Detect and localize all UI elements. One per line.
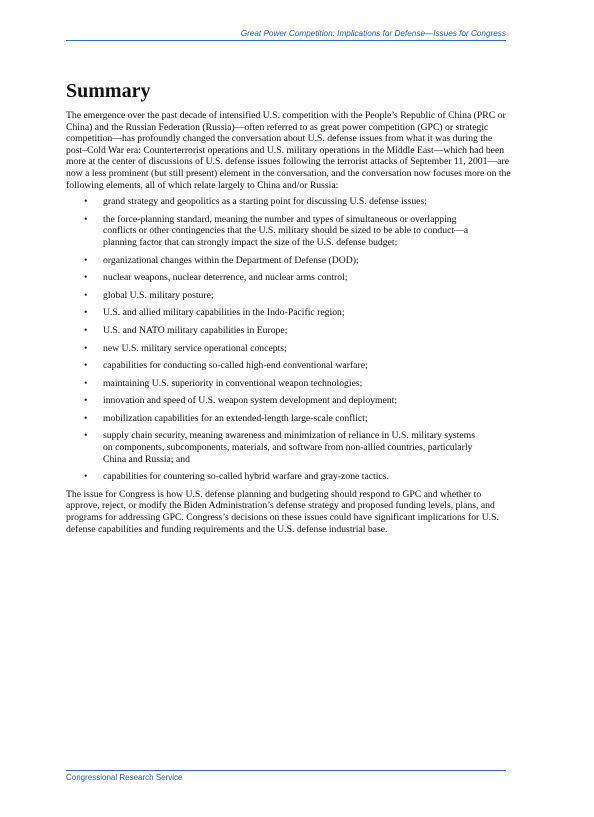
bullet-dot-icon: •	[84, 471, 88, 483]
bullet-dot-icon: •	[84, 377, 88, 389]
bullet-text: U.S. and NATO military capabilities in Europe;	[103, 324, 288, 336]
bullet-item	[66, 360, 483, 372]
bullet-dot-icon: •	[84, 412, 88, 424]
bullet-item	[66, 395, 483, 407]
footer-org: Congressional Research Service	[66, 773, 183, 782]
bullet-item	[66, 272, 483, 284]
section-title: Summary	[66, 80, 151, 102]
closing-paragraph: The issue for Congress is how U.S. defense planning and budgeting should respond to GPC and whether to approve, reject, or modify the Biden Administration’s defense strategy and proposed funding levels, plans, and programs for addressing GPC. Congress’s decisions on these issues could have significant implications for U.S. defense capabilities and funding requirements and the U.S. defense industrial base.	[66, 488, 499, 535]
bullet-text: the force-planning standard, meaning the number and types of simultaneous or overlapping conflicts or other contingencies that the U.S. military should be sized to be able to conduct—a planning factor that can strongly impact the size of the U.S. defense budget;	[103, 213, 469, 248]
bullet-text: innovation and speed of U.S. weapon system development and deployment;	[103, 395, 398, 407]
bullet-text: supply chain security, meaning awareness and minimization of reliance in U.S. military systems on components, subcomponents, materials, and software from non-allied countries, particularly China and Russia; and	[103, 430, 475, 465]
bullet-text: capabilities for countering so-called hybrid warfare and gray-zone tactics.	[103, 471, 389, 483]
bullet-text: organizational changes within the Department of Defense (DOD);	[103, 254, 359, 266]
bullet-item	[66, 255, 483, 267]
bullet-item	[66, 413, 483, 425]
bullet-text: global U.S. military posture;	[103, 289, 214, 301]
bullet-text: grand strategy and geopolitics as a starting point for discussing U.S. defense issues;	[103, 196, 427, 208]
bullet-item	[66, 307, 483, 319]
bullet-dot-icon: •	[84, 395, 88, 407]
header-divider	[66, 40, 506, 41]
bullet-dot-icon: •	[84, 213, 88, 225]
bullet-item	[66, 214, 483, 249]
summary-body	[66, 110, 512, 535]
bullet-item	[66, 430, 483, 465]
bullet-list	[66, 196, 512, 483]
bullet-dot-icon: •	[84, 272, 88, 284]
running-header: Great Power Competition: Implications for Defense—Issues for Congress	[240, 29, 506, 38]
bullet-item	[66, 290, 483, 302]
bullet-item	[66, 325, 483, 337]
bullet-dot-icon: •	[84, 254, 88, 266]
bullet-item	[66, 196, 483, 208]
bullet-dot-icon: •	[84, 324, 88, 336]
bullet-dot-icon: •	[84, 360, 88, 372]
bullet-dot-icon: •	[84, 342, 88, 354]
bullet-item	[66, 343, 483, 355]
bullet-text: capabilities for conducting so-called high-end conventional warfare;	[103, 360, 368, 372]
bullet-text: mobilization capabilities for an extended-length large-scale conflict;	[103, 412, 368, 424]
bullet-text: nuclear weapons, nuclear deterrence, and nuclear arms control;	[103, 272, 348, 284]
footer-divider	[66, 770, 506, 771]
bullet-dot-icon: •	[84, 307, 88, 319]
bullet-dot-icon: •	[84, 289, 88, 301]
bullet-text: new U.S. military service operational concepts;	[103, 342, 287, 354]
bullet-dot-icon: •	[84, 430, 88, 442]
bullet-text: U.S. and allied military capabilities in the Indo-Pacific region;	[103, 307, 345, 319]
bullet-item	[66, 378, 483, 390]
bullet-dot-icon: •	[84, 196, 88, 208]
bullet-text: maintaining U.S. superiority in conventional weapon technologies;	[103, 377, 363, 389]
bullet-item	[66, 471, 483, 483]
intro-paragraph: The emergence over the past decade of intensified U.S. competition with the People’s Republic of China (PRC or China) and the Russian Federation (Russia)—often referred to as great power competition (GPC) or strategic competition—has profoundly changed the conversation about U.S. defense issues from what it was during the post–Cold War era: Counterterrorist operations and U.S. military operations in the Middle East—which had been more at the center of discussions of U.S. defense issues following the terrorist attacks of September 11, 2001—are now a less prominent (but still present) element in the conversation, and the conversation now focuses more on the following elements, all of which relate largely to China and/or Russia:	[66, 110, 511, 191]
